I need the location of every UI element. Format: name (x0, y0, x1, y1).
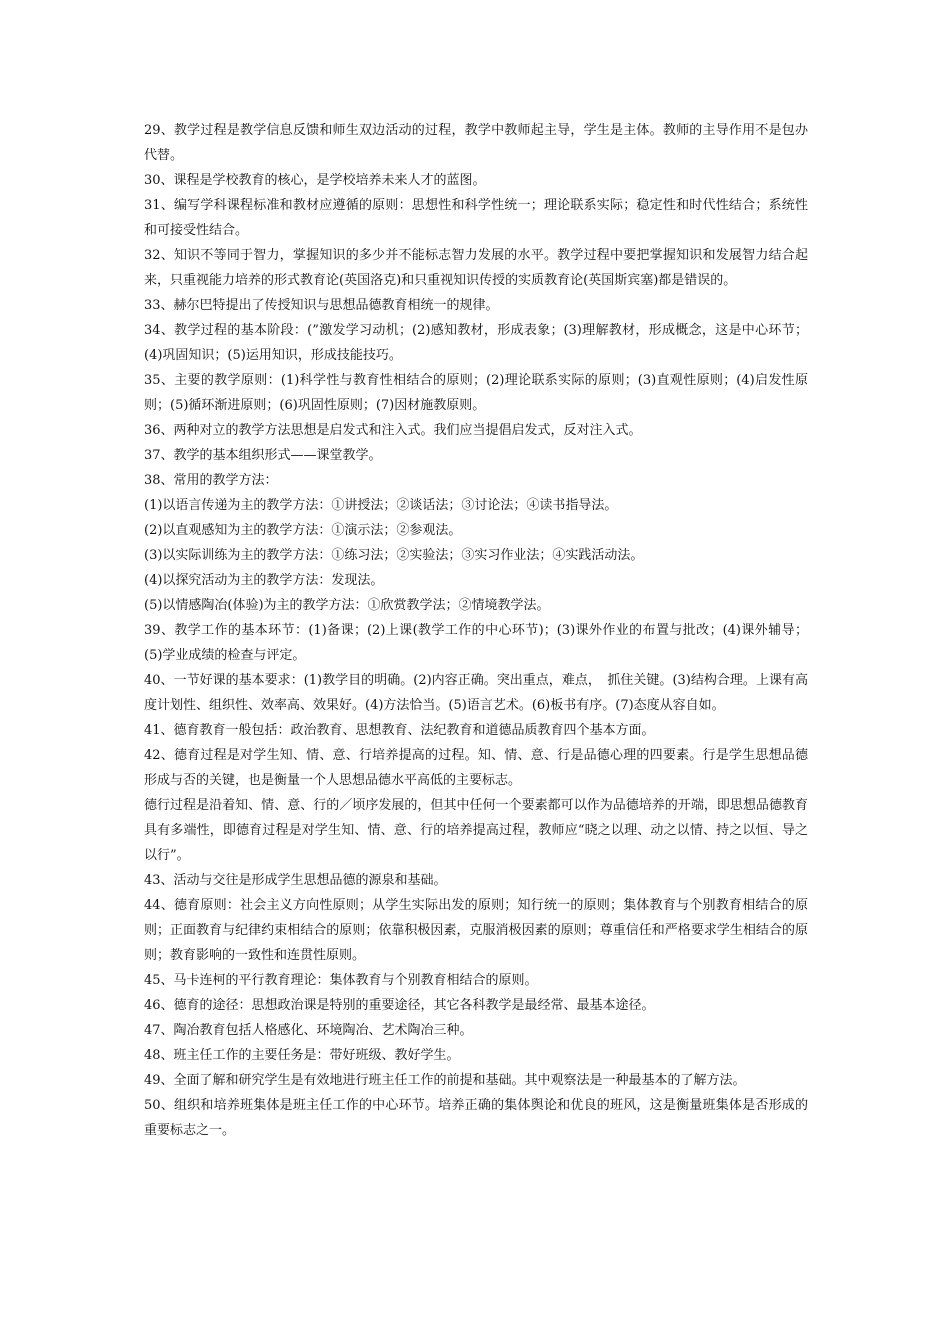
paragraph-31: 31、编写学科课程标准和教材应遵循的原则：思想性和科学性统一；理论联系实际；稳定性和时代性结合；系统性和可接受性结合。 (144, 198, 808, 238)
paragraph-38-2: (2)以直观感知为主的教学方法：①演示法；②参观法。 (144, 523, 462, 538)
paragraph-47: 47、陶冶教育包括人格感化、环境陶冶、艺术陶冶三种。 (144, 1023, 473, 1038)
paragraph-33: 33、赫尔巴特提出了传授知识与思想品德教育相统一的规律。 (144, 298, 499, 313)
paragraph-48: 48、班主任工作的主要任务是：带好班级、教好学生。 (144, 1048, 460, 1063)
paragraph-34: 34、教学过程的基本阶段：(”激发学习动机；(2)感知教材，形成表象；(3)理解教材，形成概念，这是中心环节；(4)巩固知识；(5)运用知识，形成技能技巧。 (144, 323, 808, 363)
paragraph-30: 30、课程是学校教育的核心，是学校培养未来人才的蓝图。 (144, 173, 486, 188)
paragraph-46: 46、德育的途径：思想政治课是特别的重要途径，其它各科教学是最经常、最基本途径。 (144, 998, 655, 1013)
paragraph-38-4: (4)以探究活动为主的教学方法：发现法。 (144, 573, 384, 588)
paragraph-36: 36、两种对立的教学方法思想是启发式和注入式。我们应当提倡启发式，反对注入式。 (144, 423, 642, 438)
paragraph-50: 50、组织和培养班集体是班主任工作的中心环节。培养正确的集体舆论和优良的班风，这是衡量班集体是否形成的重要标志之一。 (144, 1098, 808, 1138)
paragraph-45: 45、马卡连柯的平行教育理论：集体教育与个别教育相结合的原则。 (144, 973, 538, 988)
paragraph-44: 44、德育原则：社会主义方向性原则；从学生实际出发的原则；知行统一的原则；集体教育与个别教育相结合的原则；正面教育与纪律约束相结合的原则；依靠积极因素，克服消极因素的原则；尊重信任和严格要求学生相结合的原则；教育影响的一致性和连贯性原则。 (144, 898, 808, 963)
paragraph-38-5: (5)以情感陶冶(体验)为主的教学方法：①欣赏教学法；②情境教学法。 (144, 598, 550, 613)
paragraph-40: 40、一节好课的基本要求：(1)教学目的明确。(2)内容正确。突出重点，难点， 抓住关键。(3)结构合理。上课有高度计划性、组织性、效率高、效果好。(4)方法恰当。(5)语言艺术。(6)板书有序。(7)态度从容自如。 (144, 673, 808, 713)
paragraph-49: 49、全面了解和研究学生是有效地进行班主任工作的前提和基础。其中观察法是一种最基本的了解方法。 (144, 1073, 746, 1088)
paragraph-38: 38、常用的教学方法： (144, 473, 278, 488)
paragraph-39: 39、教学工作的基本环节：(1)备课；(2)上课(教学工作的中心环节)；(3)课外作业的布置与批改；(4)课外辅导；(5)学业成绩的检查与评定。 (144, 623, 808, 663)
document-page (144, 118, 808, 1143)
paragraph-32: 32、知识不等同于智力，掌握知识的多少并不能标志智力发展的水平。教学过程中要把掌握知识和发展智力结合起来，只重视能力培养的形式教育论(英国洛克)和只重视知识传授的实质教育论(英国斯宾塞)都是错误的。 (144, 248, 808, 288)
paragraph-29: 29、教学过程是教学信息反馈和师生双边活动的过程，教学中教师起主导，学生是主体。教师的主导作用不是包办代替。 (144, 123, 808, 163)
paragraph-43: 43、活动与交往是形成学生思想品德的源泉和基础。 (144, 873, 447, 888)
paragraph-37: 37、教学的基本组织形式——课堂教学。 (144, 448, 382, 463)
paragraph-42: 42、德育过程是对学生知、情、意、行培养提高的过程。知、情、意、行是品德心理的四要素。行是学生思想品德形成与否的关键，也是衡量一个人思想品德水平高低的主要标志。 (144, 748, 808, 788)
paragraph-42-cont: 德行过程是沿着知、情、意、行的／顷序发展的，但其中任何一个要素都可以作为品德培养的开端，即思想品德教育具有多端性，即德育过程是对学生知、情、意、行的培养提高过程，教师应“晓之以理、动之以情、持之以恒、导之以行”。 (144, 798, 808, 863)
paragraph-41: 41、德育教育一般包括：政治教育、思想教育、法纪教育和道德品质教育四个基本方面。 (144, 723, 655, 738)
paragraph-38-3: (3)以实际训练为主的教学方法：①练习法；②实验法；③实习作业法；④实践活动法。 (144, 548, 644, 563)
paragraph-38-1: (1)以语言传递为主的教学方法：①讲授法；②谈话法；③讨论法；④读书指导法。 (144, 498, 618, 513)
paragraph-35: 35、主要的教学原则：(1)科学性与教育性相结合的原则；(2)理论联系实际的原则；(3)直观性原则；(4)启发性原则；(5)循环渐进原则；(6)巩固性原则；(7)因材施教原则。 (144, 373, 808, 413)
